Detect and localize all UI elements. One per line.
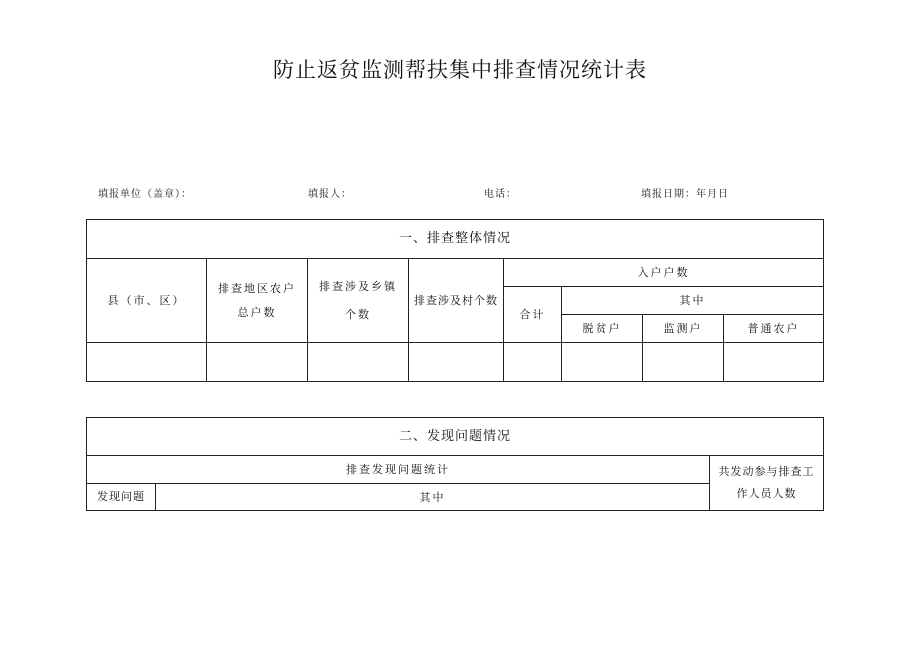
data-cell-ordinary[interactable] [723,342,824,382]
header-visited-households: 入户户数 [503,258,824,287]
data-cell-poverty-exit[interactable] [561,342,643,382]
data-cell-farm-households[interactable] [206,342,308,382]
data-cell-townships[interactable] [307,342,409,382]
header-monitored: 监测户 [642,314,724,343]
header-farm-households: 排查地区农户总户数 [206,258,308,343]
data-cell-county[interactable] [86,342,207,382]
section1-heading: 一、排查整体情况 [86,219,824,259]
phone-label: 电话： [484,189,517,200]
header-total: 合计 [503,286,562,343]
section2-heading: 二、发现问题情况 [86,417,824,456]
header-problems-among: 其中 [155,483,710,511]
header-problem-stats: 排查发现问题统计 [86,455,710,484]
fill-date-label: 填报日期：年月日 [641,189,729,200]
header-problems: 发现问题 [86,483,156,511]
data-cell-total[interactable] [503,342,562,382]
header-among: 其中 [561,286,824,315]
header-staff-count: 共发动参与排查工作人员人数 [709,455,824,511]
header-county: 县（市、区） [86,258,207,343]
data-cell-monitored[interactable] [642,342,724,382]
fill-unit-label: 填报单位（盖章）： [98,189,192,200]
header-townships: 排查涉及乡镇个数 [307,258,409,343]
header-villages: 排查涉及村个数 [408,258,504,343]
data-cell-villages[interactable] [408,342,504,382]
filler-label: 填报人： [308,189,352,200]
header-poverty-exit: 脱贫户 [561,314,643,343]
page-title: 防止返贫监测帮扶集中排查情况统计表 [273,58,647,82]
header-ordinary: 普通农户 [723,314,824,343]
